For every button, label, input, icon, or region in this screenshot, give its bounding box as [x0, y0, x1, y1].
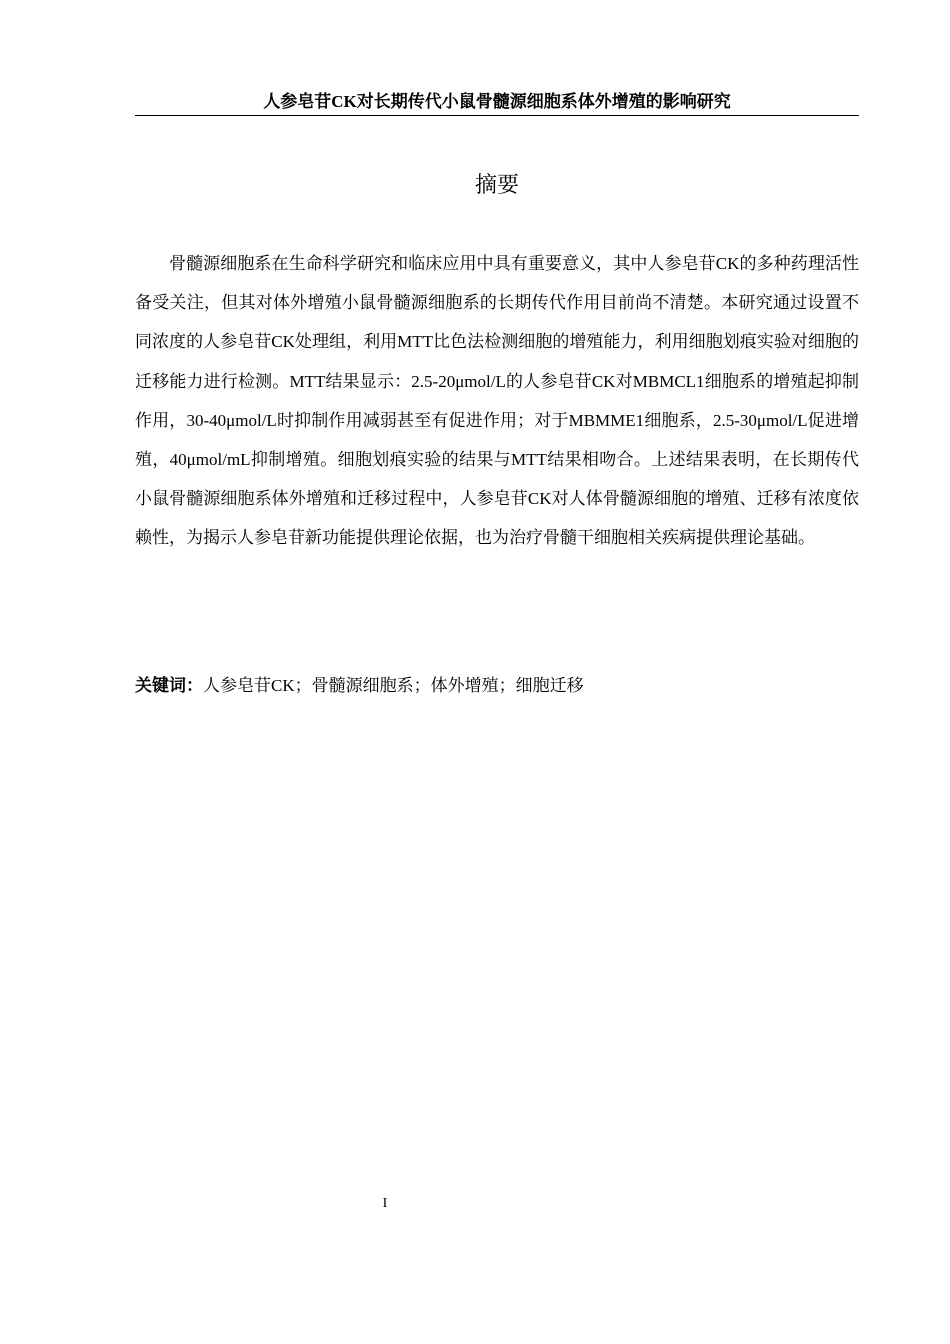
- abstract-body: 骨髓源细胞系在生命科学研究和临床应用中具有重要意义，其中人参皂苷CK的多种药理活性备受关注，但其对体外增殖小鼠骨髓源细胞系的长期传代作用目前尚不清楚。本研究通过设置不同浓度的人参皂苷CK处理组，利用MTT比色法检测细胞的增殖能力，利用细胞划痕实验对细胞的迁移能力进行检测。MTT结果显示：2.5-20μmol/L的人参皂苷CK对MBMCL1细胞系的增殖起抑制作用，30-40μmol/L时抑制作用减弱甚至有促进作用；对于MBMME1细胞系，2.5-30μmol/L促进增殖，40μmol/mL抑制增殖。细胞划痕实验的结果与MTT结果相吻合。上述结果表明，在长期传代小鼠骨髓源细胞系体外增殖和迁移过程中，人参皂苷CK对人体骨髓源细胞的增殖、迁移有浓度依赖性，为揭示人参皂苷新功能提供理论依据，也为治疗骨髓干细胞相关疾病提供理论基础。: [135, 254, 859, 548]
- abstract-heading: 摘要: [474, 173, 519, 198]
- keywords-value: 人参皂苷CK；骨髓源细胞系；体外增殖；细胞迁移: [203, 676, 584, 695]
- keywords-label: 关键词：: [135, 676, 203, 695]
- keywords-line: [135, 670, 859, 702]
- running-header: 人参皂苷CK对长期传代小鼠骨髓源细胞系体外增殖的影响研究: [135, 91, 859, 116]
- page-number: I: [382, 1196, 388, 1211]
